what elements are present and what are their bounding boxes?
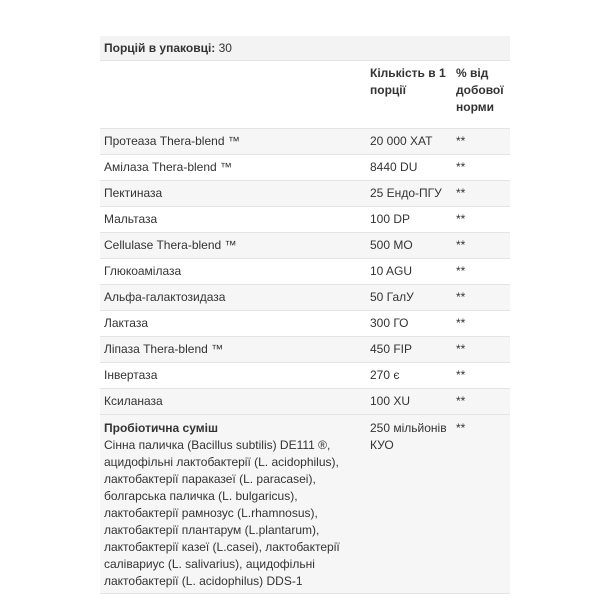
header-amount-per-serving: Кількість в 1 порції bbox=[366, 61, 452, 129]
ingredient-name: Амілаза Thera-blend ™ bbox=[100, 155, 366, 181]
header-daily-value: % від добової норми bbox=[452, 61, 510, 129]
probiotic-blend-description: Сінна паличка (Bacillus subtilis) DE111 ®, ацидофільні лактобактерії (L. acidophilus), лактобактерії параказеї (L. paracasei), болгарська паличка (L. bulgaricus), лактобактерії рамнозус (L.rhamnosus), лактобактерії плантарум (L.plantarum), лактобактерії казеї (L.casei), лактобактерії салівариус (L. salivarius), ацидофільні лактобактерії (L. acidophilus) DDS-1 bbox=[104, 438, 340, 588]
table-row bbox=[100, 285, 510, 311]
ingredient-daily-value: ** bbox=[452, 233, 510, 259]
ingredient-daily-value: ** bbox=[452, 337, 510, 363]
table-row bbox=[100, 363, 510, 389]
ingredient-daily-value: ** bbox=[452, 155, 510, 181]
ingredient-name: Інвертаза bbox=[100, 363, 366, 389]
ingredient-daily-value: ** bbox=[452, 311, 510, 337]
ingredient-amount: 100 DP bbox=[366, 207, 452, 233]
ingredient-name: Альфа-галактозидаза bbox=[100, 285, 366, 311]
supplement-facts-table bbox=[100, 61, 510, 594]
ingredient-amount: 20 000 ХАТ bbox=[366, 129, 452, 155]
ingredient-daily-value: ** bbox=[452, 129, 510, 155]
table-row bbox=[100, 259, 510, 285]
ingredient-amount: 270 є bbox=[366, 363, 452, 389]
ingredient-name: Мальтаза bbox=[100, 207, 366, 233]
probiotic-blend-amount: 250 мільйонів КУО bbox=[366, 415, 452, 594]
table-row bbox=[100, 129, 510, 155]
ingredient-name: Протеаза Thera-blend ™ bbox=[100, 129, 366, 155]
ingredient-daily-value: ** bbox=[452, 363, 510, 389]
ingredient-amount: 300 ГО bbox=[366, 311, 452, 337]
ingredient-name: Лактаза bbox=[100, 311, 366, 337]
table-row bbox=[100, 311, 510, 337]
probiotic-blend-daily-value: ** bbox=[452, 415, 510, 594]
servings-value: 30 bbox=[218, 41, 232, 55]
ingredient-name: Ліпаза Thera-blend ™ bbox=[100, 337, 366, 363]
ingredient-amount: 100 XU bbox=[366, 389, 452, 415]
ingredient-amount: 500 МО bbox=[366, 233, 452, 259]
ingredient-daily-value: ** bbox=[452, 207, 510, 233]
ingredient-amount: 450 FIP bbox=[366, 337, 452, 363]
table-header-row bbox=[100, 61, 510, 129]
header-name bbox=[100, 61, 366, 129]
table-row bbox=[100, 207, 510, 233]
servings-label: Порцій в упаковці: bbox=[104, 41, 216, 55]
table-row bbox=[100, 233, 510, 259]
supplement-facts-panel bbox=[100, 36, 510, 594]
table-row bbox=[100, 389, 510, 415]
ingredient-amount: 50 ГалУ bbox=[366, 285, 452, 311]
table-row bbox=[100, 337, 510, 363]
ingredient-daily-value: ** bbox=[452, 181, 510, 207]
probiotic-blend-cell bbox=[100, 415, 366, 594]
ingredient-name: Ксиланаза bbox=[100, 389, 366, 415]
ingredient-daily-value: ** bbox=[452, 285, 510, 311]
ingredient-name: Пектиназа bbox=[100, 181, 366, 207]
ingredient-amount: 25 Ендо-ПГУ bbox=[366, 181, 452, 207]
ingredient-amount: 8440 DU bbox=[366, 155, 452, 181]
ingredient-name: Глюкоамілаза bbox=[100, 259, 366, 285]
servings-per-container bbox=[100, 36, 510, 61]
ingredient-amount: 10 AGU bbox=[366, 259, 452, 285]
table-row bbox=[100, 181, 510, 207]
probiotic-blend-row bbox=[100, 415, 510, 594]
ingredient-name: Cellulase Thera-blend ™ bbox=[100, 233, 366, 259]
probiotic-blend-title: Пробіотична суміш bbox=[104, 421, 218, 435]
ingredient-daily-value: ** bbox=[452, 259, 510, 285]
table-row bbox=[100, 155, 510, 181]
ingredient-daily-value: ** bbox=[452, 389, 510, 415]
